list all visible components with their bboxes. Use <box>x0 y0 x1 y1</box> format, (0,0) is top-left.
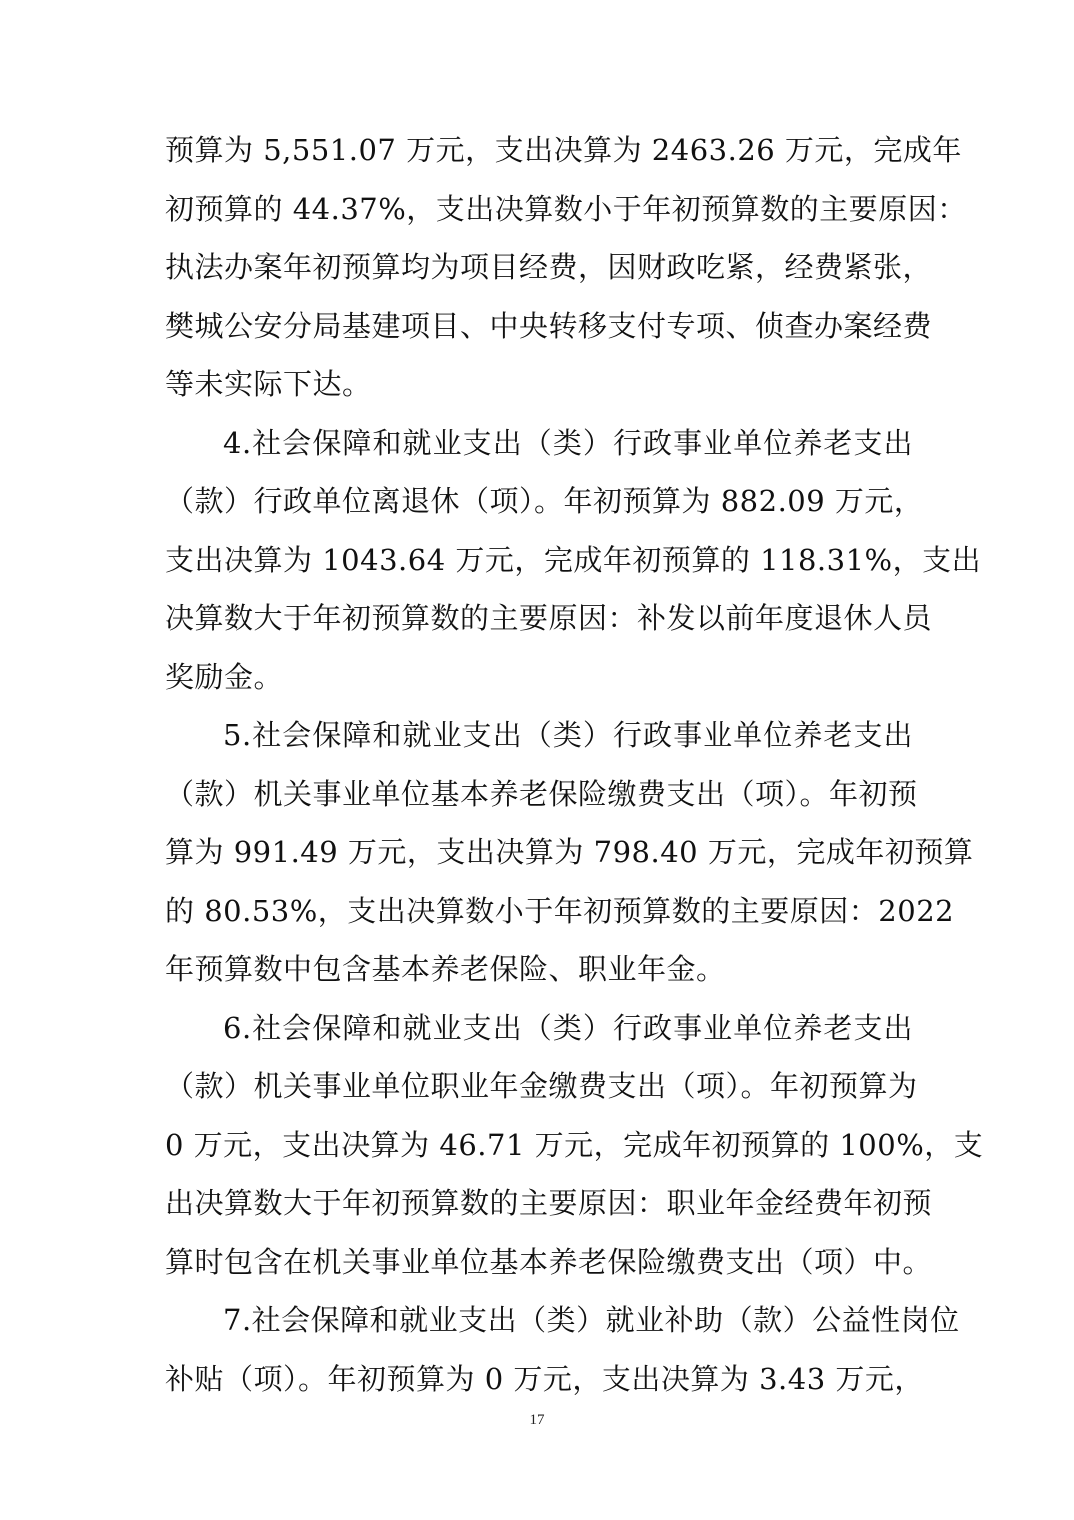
text-line: （款）行政单位离退休（项）。年初预算为 882.09 万元， <box>165 484 924 518</box>
text-line: 樊城公安分局基建项目、中央转移支付专项、侦查办案经费 <box>165 308 933 343</box>
paragraph-1 <box>165 121 967 414</box>
text-line: 奖励金。 <box>165 659 284 694</box>
text-line: 出决算数大于年初预算数的主要原因：职业年金经费年初预 <box>165 1186 933 1220</box>
text-line: 算时包含在机关事业单位基本养老保险缴费支出（项）中。 <box>165 1244 933 1279</box>
text-line: 年预算数中包含基本养老保险、职业年金。 <box>165 952 726 986</box>
text-line: 算为 991.49 万元，支出决算为 798.40 万元，完成年初预算 <box>165 835 974 869</box>
text-line: （款）机关事业单位职业年金缴费支出（项）。年初预算为 <box>165 1069 918 1103</box>
text-line: 0 万元，支出决算为 46.71 万元，完成年初预算的 100%，支 <box>165 1127 984 1162</box>
text-line: 决算数大于年初预算数的主要原因：补发以前年度退休人员 <box>165 601 933 635</box>
text-line: 5.社会保障和就业支出（类）行政事业单位养老支出 <box>223 718 913 752</box>
paragraph-3 <box>165 706 974 999</box>
text-line: 补贴（项）。年初预算为 0 万元，支出决算为 3.43 万元， <box>165 1361 924 1396</box>
text-line: 7.社会保障和就业支出（类）就业补助（款）公益性岗位 <box>223 1303 960 1337</box>
text-line: 初预算的 44.37%，支出决算数小于年初预算数的主要原因： <box>165 191 967 226</box>
paragraph-5 <box>165 1291 960 1408</box>
page-number: 17 <box>529 1412 545 1428</box>
text-line: 等未实际下达。 <box>165 367 372 401</box>
text-line: 执法办案年初预算均为项目经费，因财政吃紧，经费紧张， <box>165 250 933 284</box>
text-line: 的 80.53%，支出决算数小于年初预算数的主要原因：2022 <box>165 893 955 928</box>
paragraph-2 <box>165 414 982 707</box>
text-line: 支出决算为 1043.64 万元，完成年初预算的 118.31%，支出 <box>165 542 982 577</box>
text-line: 预算为 5,551.07 万元，支出决算为 2463.26 万元，完成年 <box>165 133 962 167</box>
paragraph-4 <box>165 999 984 1292</box>
text-line: 4.社会保障和就业支出（类）行政事业单位养老支出 <box>223 425 913 460</box>
text-line: 6.社会保障和就业支出（类）行政事业单位养老支出 <box>223 1010 913 1045</box>
body-text <box>165 121 984 1408</box>
text-line: （款）机关事业单位基本养老保险缴费支出（项）。年初预 <box>165 776 918 811</box>
